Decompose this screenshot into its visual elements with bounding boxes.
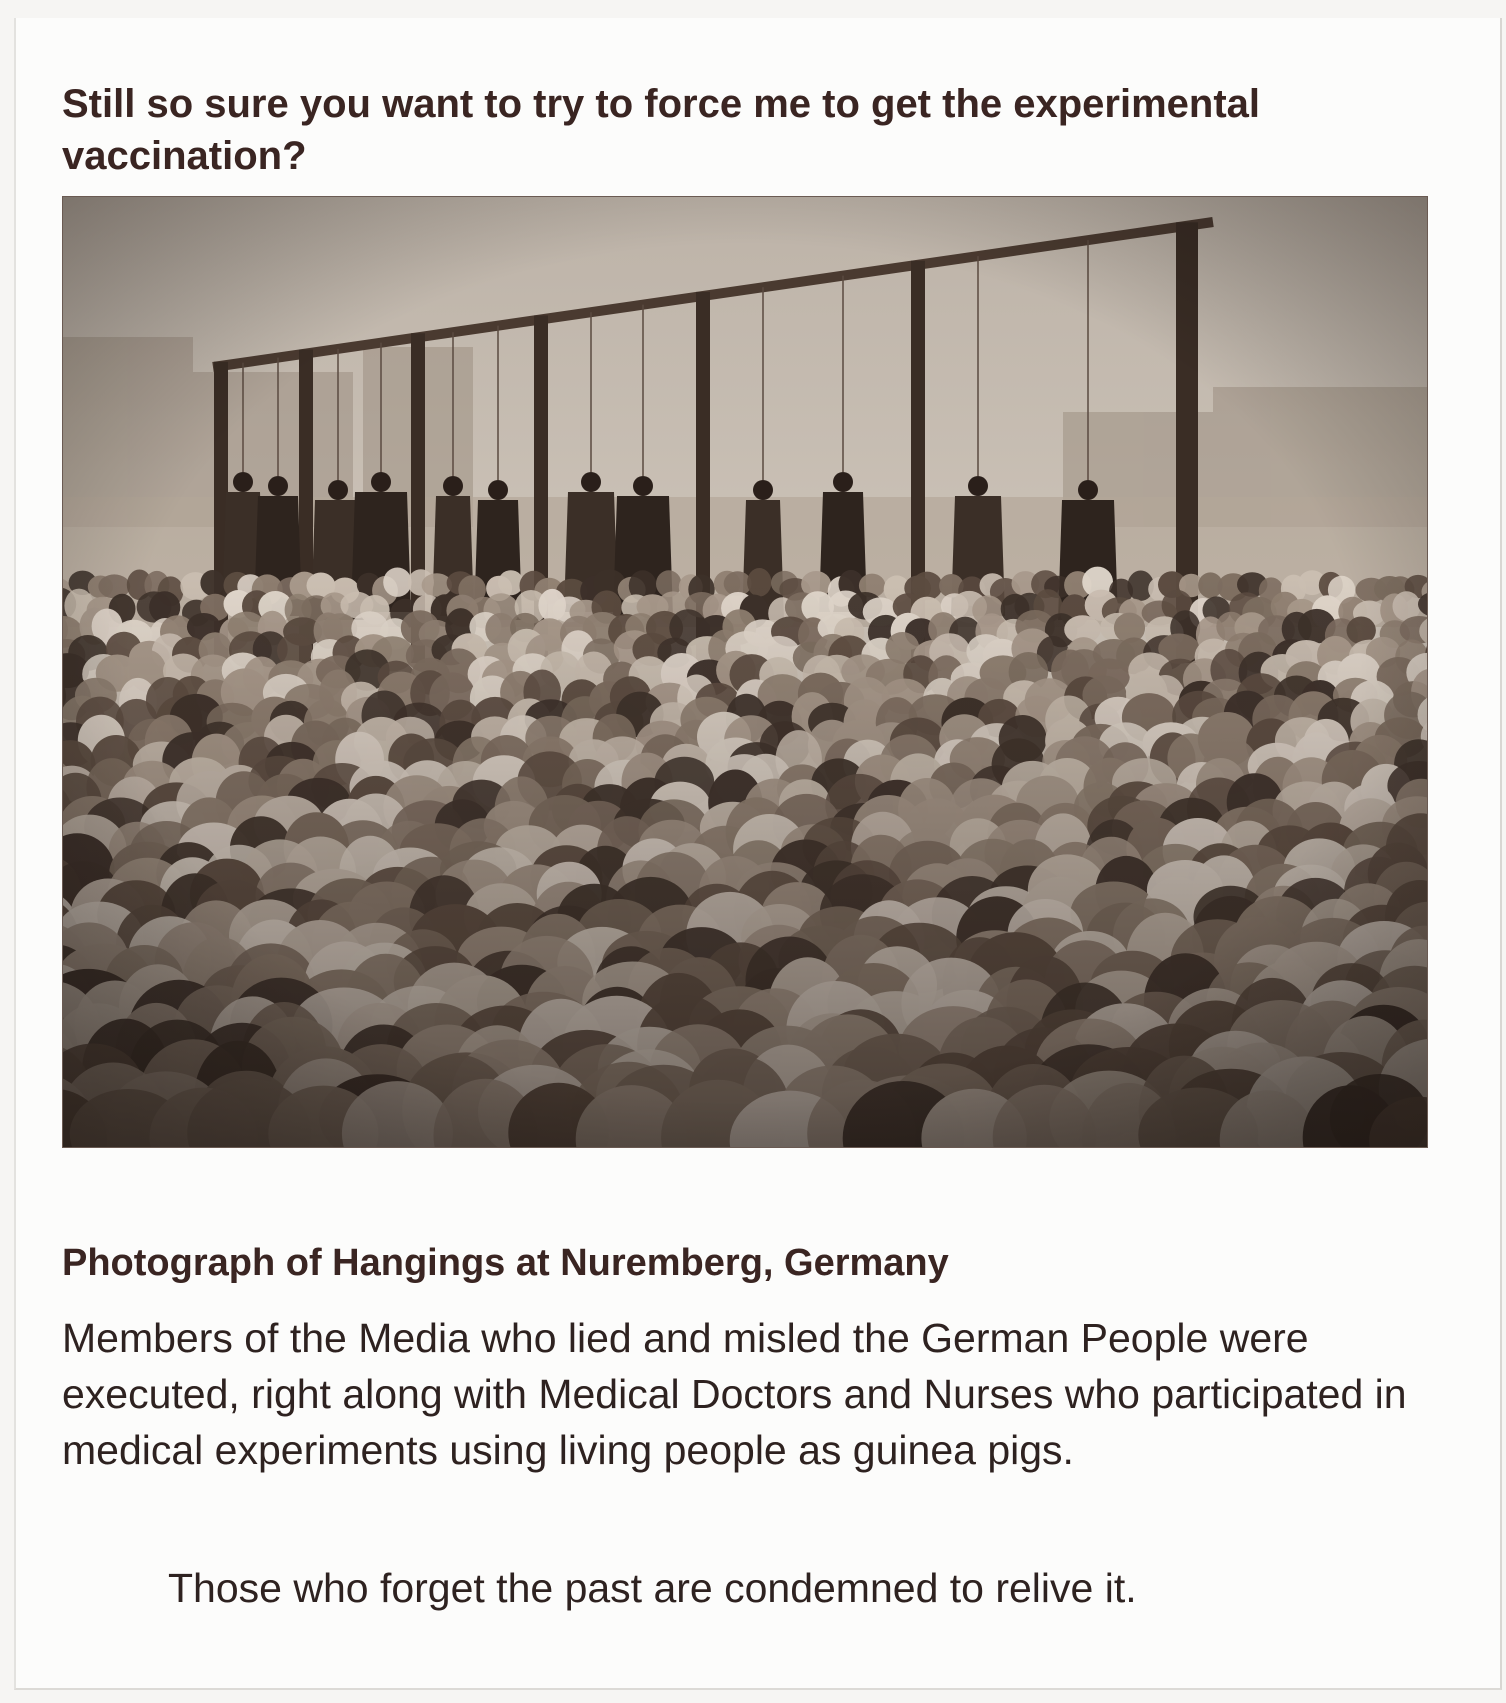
historical-photograph bbox=[62, 196, 1428, 1148]
closing-quote: Those who forget the past are condemned to relive it. bbox=[168, 1565, 1137, 1611]
photo-caption-body: Members of the Media who lied and misled the German People were executed, right along with Medical Doctors and Nurses who participated in medical experiments using living people as guinea pigs. bbox=[62, 1315, 1407, 1473]
photograph-image bbox=[63, 197, 1427, 1147]
photo-caption-title: Photograph of Hangings at Nuremberg, Germany bbox=[62, 1242, 949, 1284]
headline: Still so sure you want to try to force me to get the experimental vaccination? bbox=[62, 82, 1261, 178]
